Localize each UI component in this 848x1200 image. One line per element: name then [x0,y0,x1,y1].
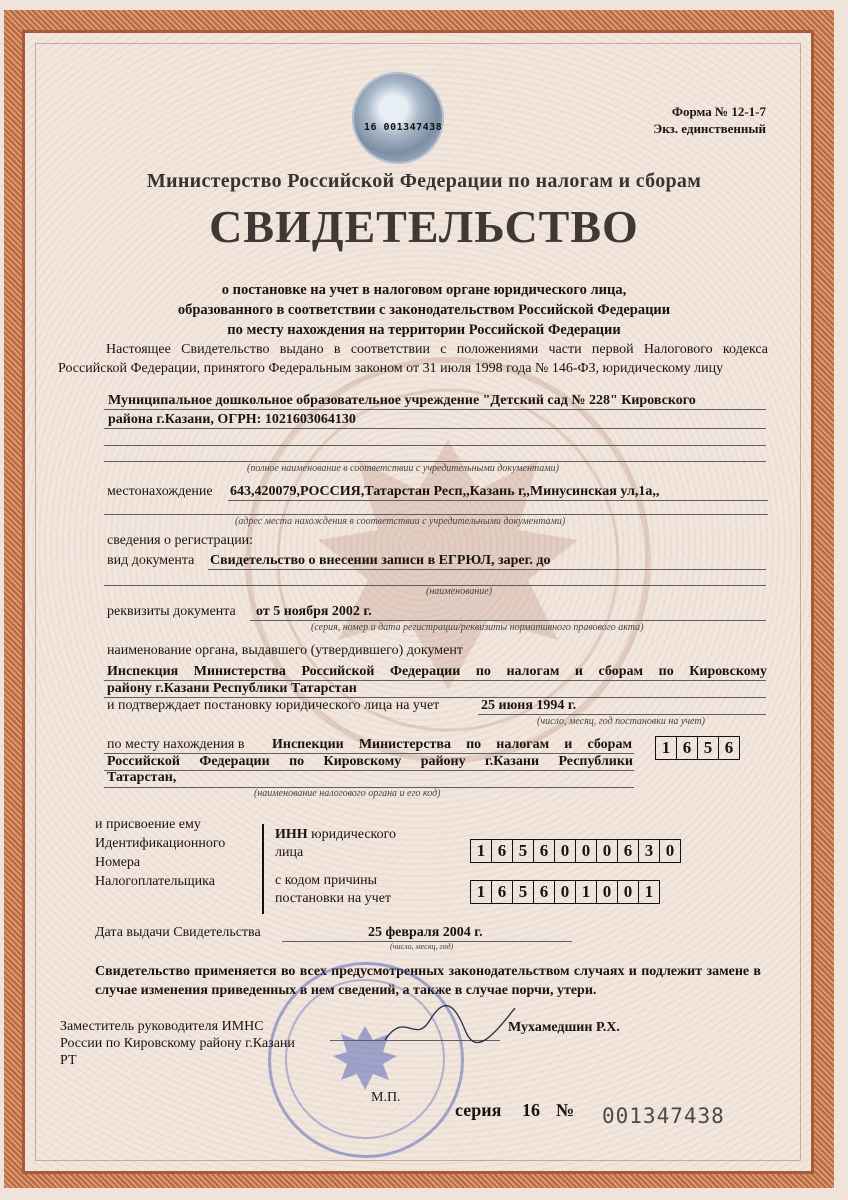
ministry-name: Министерство Российской Федерации по налогам и сборам [146,170,702,192]
kpp-digit: 1 [575,880,596,904]
position-line: Заместитель руководителя ИМНС [60,1019,264,1034]
vertical-divider [262,824,264,914]
inn-digit: 6 [533,839,554,863]
organization-name-line2: района г.Казани, ОГРН: 1021603064130 [108,412,356,427]
kpp-label [275,872,391,908]
assign-line: Идентификационного [95,836,226,851]
code-digit: 5 [697,736,718,760]
inn-label-line2: лица [275,845,304,860]
kpp-label-line1: с кодом причины [275,873,378,888]
kpp-digit: 0 [596,880,617,904]
inn-digit: 1 [470,839,491,863]
registration-label: сведения о регистрации: [107,533,254,548]
seal-place-label: М.П. [371,1090,401,1105]
issuer-label: наименование органа, выдавшего (утвердившего) документ [107,643,463,658]
kpp-digit: 1 [638,880,660,904]
document-subtitle [0,280,848,340]
doc-type-value: Свидетельство о внесении записи в ЕГРЮЛ, зарег. до [210,553,551,568]
issue-date-label: Дата выдачи Свидетельства [95,925,261,940]
underline [104,514,768,515]
series-label: серия [455,1100,502,1120]
signatory-name: Мухамедшин Р.Х. [508,1020,620,1035]
inn-label-rest: юридического [311,827,397,842]
kpp-digit: 5 [512,880,533,904]
tax-office-line2: Российской Федерации по Кировскому району г.Казани Республики [107,754,633,769]
assign-line: Налогоплательщика [95,874,215,889]
location-value: 643,420079,РОССИЯ,Татарстан Респ,,Казань г,,Минусинская ул,1а,, [230,484,660,499]
subtitle-line: образованного в соответствии с законодательством Российской Федерации [177,302,671,318]
usage-notice: Свидетельство применяется во всех предусмотренных законодательством случаях и подлежит замене в случае изменения приведенных в нем сведений, а также в случае порчи, утери. [95,964,761,998]
kpp-digit: 6 [491,880,512,904]
kpp-digit: 1 [470,880,491,904]
subtitle-line: о постановке на учет в налоговом органе юридического лица, [221,282,627,298]
certificate-number: 001347438 [602,1104,725,1128]
confirms-date: 25 июня 1994 г. [481,698,577,713]
underline [250,620,766,621]
handwritten-signature-icon [380,1000,520,1050]
doc-type-label: вид документа [107,553,195,568]
doc-type-caption: (наименование) [426,586,493,597]
underline [104,461,766,462]
form-number: Форма № 12-1-7 [671,104,766,119]
code-digit: 1 [655,736,676,760]
signatory-position [60,1018,295,1069]
inn-number [470,839,681,863]
requisites-value: от 5 ноября 2002 г. [256,604,372,619]
tax-office-label: по месту нахождения в [107,737,245,752]
assign-block [95,815,225,891]
document-title: СВИДЕТЕЛЬСТВО [209,201,639,252]
series-value: 16 [522,1100,540,1120]
copy-note: Экз. единственный [653,121,766,136]
position-line: России по Кировскому району г.Казани [60,1036,295,1051]
requisites-label: реквизиты документа [107,604,236,619]
inn-digit: 0 [554,839,575,863]
underline [208,569,766,570]
kpp-digit: 0 [617,880,638,904]
tax-office-code [655,736,740,760]
location-label: местонахождение [107,484,213,499]
tax-office-line1: Инспекции Министерства по налогам и сборам [272,737,632,752]
intro-paragraph: Настоящее Свидетельство выдано в соответствии с положениями части первой Налогового кодекса Российской Федерации, принятого Федеральным законом от 31 июля 1998 года № 146-ФЗ, юридическому лицу [58,342,768,376]
confirms-caption: (число, месяц, год постановки на учет) [537,716,705,727]
location-caption: (адрес места нахождения в соответствии с учредительными документами) [235,516,566,527]
organization-name-caption: (полное наименование в соответствии с учредительными документами) [247,463,559,474]
organization-name-line1: Муниципальное дошкольное образовательное учреждение "Детский сад № 228" Кировского [108,393,696,408]
hologram-seal [352,72,444,164]
position-line: РТ [60,1053,77,1068]
underline [104,770,634,771]
assign-line: и присвоение ему [95,817,201,832]
assign-line: Номера [95,855,141,870]
inn-digit: 0 [596,839,617,863]
inn-digit: 0 [659,839,681,863]
tax-office-caption: (наименование налогового органа и его код) [254,788,441,799]
inn-digit: 6 [617,839,638,863]
hologram-number: 16 001347438 [364,122,443,133]
underline [104,445,766,446]
form-number-block [653,103,766,137]
underline [478,714,766,715]
tax-office-line3: Татарстан, [107,770,177,785]
issuer-line1: Инспекция Министерства Российской Федерации по налогам и сборам по Кировскому [107,664,767,679]
underline [104,409,766,410]
underline [104,428,766,429]
inn-digit: 6 [491,839,512,863]
inn-digit: 5 [512,839,533,863]
kpp-label-line2: постановки на учет [275,891,392,906]
code-digit: 6 [676,736,697,760]
issue-date-value: 25 февраля 2004 г. [368,925,483,940]
requisites-caption: (серия, номер и дата регистрации/реквизиты нормативного правового акта) [311,622,644,633]
inn-label-bold: ИНН [275,827,308,842]
kpp-number [470,880,660,904]
kpp-digit: 0 [554,880,575,904]
inn-label [275,826,396,862]
inn-digit: 3 [638,839,659,863]
subtitle-line: по месту нахождения на территории Российской Федерации [227,322,621,338]
kpp-digit: 6 [533,880,554,904]
confirms-label: и подтверждает постановку юридического лица на учет [107,698,440,713]
underline [228,500,768,501]
issue-date-caption: (число, месяц, год) [390,942,454,951]
number-sign: № [556,1100,575,1120]
issuer-line2: району г.Казани Республики Татарстан [107,681,357,696]
inn-digit: 0 [575,839,596,863]
code-digit: 6 [718,736,740,760]
